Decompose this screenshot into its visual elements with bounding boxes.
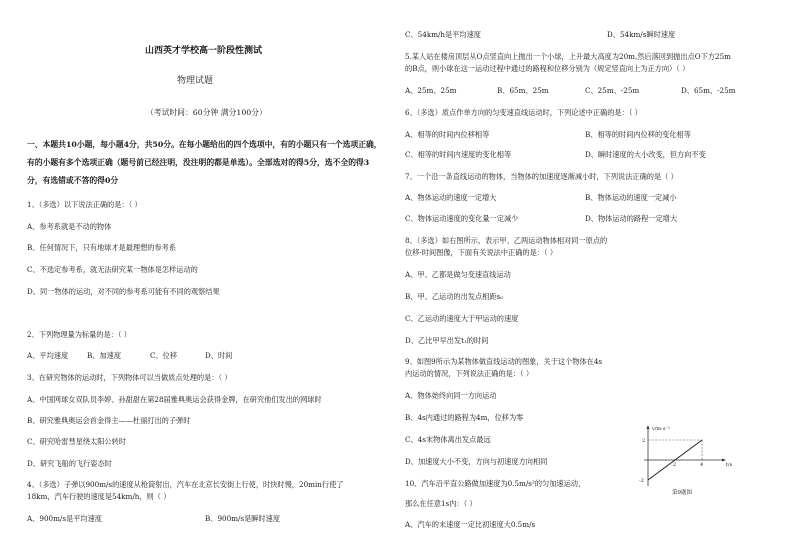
tick-label-v-neg: -2	[639, 478, 644, 484]
left-column	[0, 0, 380, 560]
tick-label-2: 2	[673, 462, 677, 468]
section1-line-2: 有的小题有多个选项正确（题号前已经注明，没注明的都是单选）。全部选对的得5分，选不全的得3	[27, 158, 370, 167]
q1-option-a: A、参考系就是不动的物体	[27, 222, 112, 231]
subject-title: 物理试题	[177, 76, 214, 86]
q10-line-2: 那么在任意1s内：（ ）	[405, 499, 477, 508]
q3-stem: 3、在研究物体的运动时，下列物体可以当做质点处理的是：（ ）	[27, 373, 232, 382]
q6-option-a: A、相等的时间内位移相等	[405, 130, 490, 139]
q5-option-c: C、25m、-25m	[585, 86, 640, 95]
section1-line-1: 一、本题共10小题，每小题4分，共50分。在每小题给出的四个选项中，有的小题只有一个选项正确，	[27, 140, 382, 149]
q2-option-a: A、平均速度	[27, 351, 69, 360]
q4-option-d: D、54km/s瞬时速度	[607, 30, 676, 39]
q1-option-c: C、不选定参考系，就无法研究某一物体是怎样运动的	[27, 265, 198, 274]
q6-option-c: C、相等的时间内速度的变化相等	[405, 150, 512, 159]
q10-option-a: A、汽车的末速度一定比初速度大0.5m/s	[405, 520, 536, 529]
q7-option-b: B、物体运动的速度一定减小	[585, 193, 677, 202]
q7-option-d: D、物体运动的路程一定增大	[585, 214, 678, 223]
q4-option-a: A、900m/s是平均速度	[27, 514, 102, 523]
tick-label-v-pos: 2	[642, 438, 646, 444]
q9-option-d: D、加速度大小不变，方向与初速度方向相同	[405, 457, 548, 466]
q4-option-c: C、54km/h是平均速度	[405, 30, 481, 39]
q7-option-a: A、物体运动的速度一定增大	[405, 193, 497, 202]
y-axis-label: v/m·s⁻¹	[652, 426, 671, 432]
q2-stem: 2、下列物理量为标量的是：（ ）	[27, 330, 131, 339]
q10-stem: 10、汽车沿平直公路做加速度为0.5m/s²的匀加速运动，	[405, 479, 586, 488]
q9-line-1: 9、如图9所示为某物体做直线运动的图象，关于这个物体在4s	[405, 357, 603, 366]
q2-option-b: B、加速度	[87, 351, 122, 360]
q3-option-b: B、研究雅典奥运会首金得主——杜丽打出的子弹时	[27, 416, 191, 425]
tick-label-4: 4	[700, 462, 704, 468]
q9-option-a: A、物体始终向同一方向运动	[405, 391, 497, 400]
q5-option-a: A、25m、25m	[405, 86, 457, 95]
q4-option-b: B、900m/s是瞬时速度	[205, 514, 281, 523]
q8-option-b: B、甲、乙运动的出发点相距s₀	[405, 292, 504, 301]
q8-line-2: 位移-时间图像，下面有关说法中正确的是：（ ）	[405, 248, 558, 257]
q5-line-2: 的B点，则小球在这一运动过程中通过的路程和位移分别为（规定竖直向上为正方向）（ ）	[405, 64, 690, 73]
q7-option-c: C、物体运动速度的变化量一定减少	[405, 214, 519, 223]
q4-line-1: 4、（多选）子弹以900m/s的速度从枪筒射出，汽车在北京长安街上行使，时快时慢，20min行使了	[27, 480, 344, 489]
q6-stem: 6、（多选）质点作单方向的匀变速直线运动时，下列论述中正确的是：（ ）	[405, 108, 642, 117]
exam-info: （考试时间：60分钟 满分100分）	[146, 108, 267, 117]
q6-option-d: D、瞬时速度的大小改变，但方向不变	[585, 150, 706, 159]
section1-line-3: 分，有选错或不答的得0分	[27, 176, 119, 185]
q3-option-c: C、研究哈雷彗星绕太阳公转时	[27, 437, 126, 446]
q3-option-a: A、中国网球女双队员李婷、孙甜甜在第28届雅典奥运会获得金牌，在研究他们发出的网球时	[27, 395, 322, 404]
school-title: 山西英才学校高一阶段性测试	[145, 46, 263, 56]
q8-option-d: D、乙比甲早出发t₁的时间	[405, 336, 489, 345]
q9-option-c: C、4s末物体离出发点最远	[405, 435, 491, 444]
q4-line-2: 18km，汽车行驶的速度是54km/h，则（ ）	[27, 492, 171, 501]
q3-option-d: D、研究飞船的飞行姿态时	[27, 459, 112, 468]
q6-option-b: B、相等的时间内位移的变化相等	[585, 130, 691, 139]
q1-option-b: B、任何情况下，只有地球才是最理想的参考系	[27, 243, 177, 252]
q2-option-c: C、位移	[150, 351, 178, 360]
q8-option-a: A、甲、乙都是做匀变速直线运动	[405, 270, 511, 279]
q8-option-c: C、乙运动的速度大于甲运动的速度	[405, 314, 519, 323]
q2-option-d: D、时间	[205, 351, 233, 360]
y-axis-arrow-icon	[647, 425, 650, 429]
q5-option-b: B、65m、25m	[497, 86, 549, 95]
q1-stem: 1、（多选）以下说法正确的是：（ ）	[27, 200, 142, 209]
figure-9-caption: 第9题图	[672, 490, 692, 496]
q8-line-1: 8、（多选）如右图所示，表示甲、乙两运动物体相对同一原点的	[405, 236, 608, 245]
q5-option-d: D、65m、-25m	[681, 86, 736, 95]
x-axis-label: t/s	[726, 462, 733, 468]
q5-line-1: 5.某人站在楼房顶层从O点竖直向上抛出一个小球，上升最大高度为20m,然后落回到抛出点O下方25m	[405, 52, 731, 61]
q9-line-2: 内运动的情况，下列说法正确的是：（ ）	[405, 369, 534, 378]
q7-stem: 7、一个沿一条直线运动的物体，当物体的加速度逐渐减小时，下列说法正确的是（ ）	[405, 172, 678, 181]
q9-option-b: B、4s内通过的路程为4m，位移为零	[405, 413, 524, 422]
figure-9-vt-graph	[636, 420, 736, 496]
q1-option-d: D、同一物体的运动，对不同的参考系可能有不同的观察结果	[27, 287, 220, 296]
